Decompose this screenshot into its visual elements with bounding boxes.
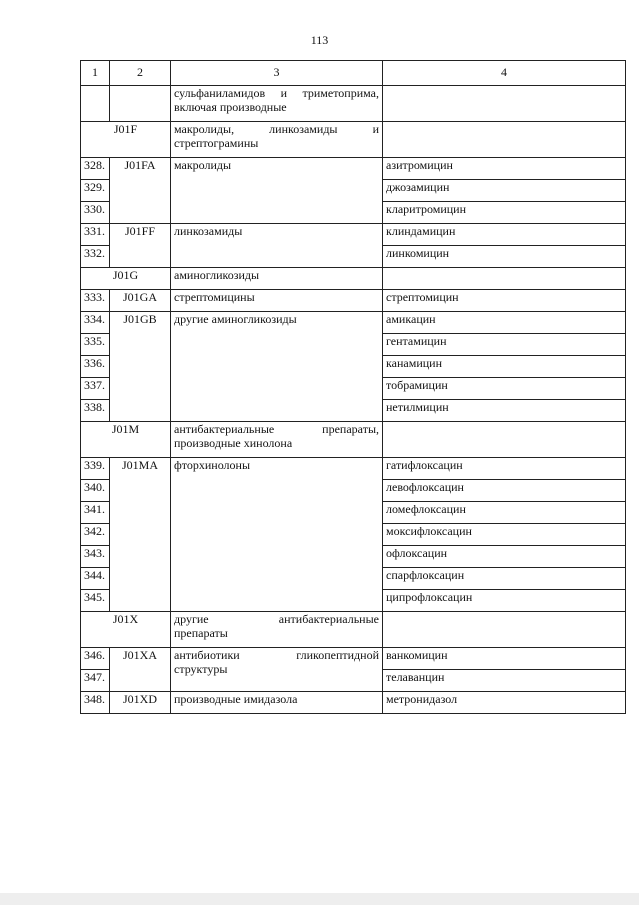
row-number: 341. — [81, 502, 110, 524]
drug-name: азитромицин — [383, 158, 626, 180]
row-number: 337. — [81, 378, 110, 400]
table-row — [81, 86, 626, 122]
description-cell: другие аминогликозиды — [171, 312, 383, 422]
atc-code: J01XD — [110, 692, 171, 714]
bottom-strip — [0, 893, 639, 905]
row-number: 336. — [81, 356, 110, 378]
header-row — [81, 61, 626, 86]
description-cell: другие антибактериальные препараты — [171, 612, 383, 648]
drug-name: левофлоксацин — [383, 480, 626, 502]
description-cell: стрептомицины — [171, 290, 383, 312]
row-number: 339. — [81, 458, 110, 480]
table-row — [81, 648, 626, 670]
page-number: 113 — [310, 33, 329, 47]
drug-name: гатифлоксацин — [383, 458, 626, 480]
row-number: 334. — [81, 312, 110, 334]
group-row — [81, 612, 626, 648]
atc-code: J01GB — [110, 312, 171, 422]
row-number: 347. — [81, 670, 110, 692]
row-number: 340. — [81, 480, 110, 502]
atc-code: J01GA — [110, 290, 171, 312]
table-row — [81, 158, 626, 180]
drug-name: гентамицин — [383, 334, 626, 356]
table-row — [81, 290, 626, 312]
table-row — [81, 692, 626, 714]
atc-code: J01FF — [110, 224, 171, 268]
atc-code: J01MA — [110, 458, 171, 612]
drug-name: ципрофлоксацин — [383, 590, 626, 612]
drug-name: телаванцин — [383, 670, 626, 692]
atc-code: J01FA — [110, 158, 171, 224]
description-cell: аминогликозиды — [171, 268, 383, 290]
group-row — [81, 268, 626, 290]
row-number: 328. — [81, 158, 110, 180]
header-cell: 2 — [110, 61, 171, 86]
row-number: 332. — [81, 246, 110, 268]
description-cell: сульфаниламидов и триметоприма, включая производные — [171, 86, 383, 122]
row-number: 346. — [81, 648, 110, 670]
row-number: 343. — [81, 546, 110, 568]
group-code: J01M — [81, 422, 171, 458]
row-number: 344. — [81, 568, 110, 590]
drug-name: клиндамицин — [383, 224, 626, 246]
drug-name: тобрамицин — [383, 378, 626, 400]
drug-name: метронидазол — [383, 692, 626, 714]
row-number: 338. — [81, 400, 110, 422]
drug-name: линкомицин — [383, 246, 626, 268]
row-number: 333. — [81, 290, 110, 312]
group-code: J01F — [81, 122, 171, 158]
group-row — [81, 122, 626, 158]
row-number: 329. — [81, 180, 110, 202]
group-code: J01G — [81, 268, 171, 290]
header-cell: 3 — [171, 61, 383, 86]
drug-name: амикацин — [383, 312, 626, 334]
table-row — [81, 224, 626, 246]
drug-name: джозамицин — [383, 180, 626, 202]
drug-name: офлоксацин — [383, 546, 626, 568]
row-number: 335. — [81, 334, 110, 356]
table-row — [81, 312, 626, 334]
drug-name: моксифлоксацин — [383, 524, 626, 546]
description-cell: линкозамиды — [171, 224, 383, 268]
description-cell: макролиды — [171, 158, 383, 224]
row-number: 331. — [81, 224, 110, 246]
description-cell: фторхинолоны — [171, 458, 383, 612]
drug-name: кларитромицин — [383, 202, 626, 224]
row-number: 348. — [81, 692, 110, 714]
drug-name: нетилмицин — [383, 400, 626, 422]
drug-name: стрептомицин — [383, 290, 626, 312]
drug-table — [80, 60, 626, 714]
description-cell: антибиотики гликопептидной структуры — [171, 648, 383, 692]
table-row — [81, 458, 626, 480]
atc-code: J01XA — [110, 648, 171, 692]
header-cell: 1 — [81, 61, 110, 86]
description-cell: макролиды, линкозамиды и стрептограмины — [171, 122, 383, 158]
description-cell: производные имидазола — [171, 692, 383, 714]
group-row — [81, 422, 626, 458]
row-number: 345. — [81, 590, 110, 612]
drug-name: канамицин — [383, 356, 626, 378]
drug-name: ломефлоксацин — [383, 502, 626, 524]
group-code: J01X — [81, 612, 171, 648]
row-number: 330. — [81, 202, 110, 224]
row-number: 342. — [81, 524, 110, 546]
header-cell: 4 — [383, 61, 626, 86]
drug-name: спарфлоксацин — [383, 568, 626, 590]
drug-name: ванкомицин — [383, 648, 626, 670]
description-cell: антибактериальные препараты, производные хинолона — [171, 422, 383, 458]
